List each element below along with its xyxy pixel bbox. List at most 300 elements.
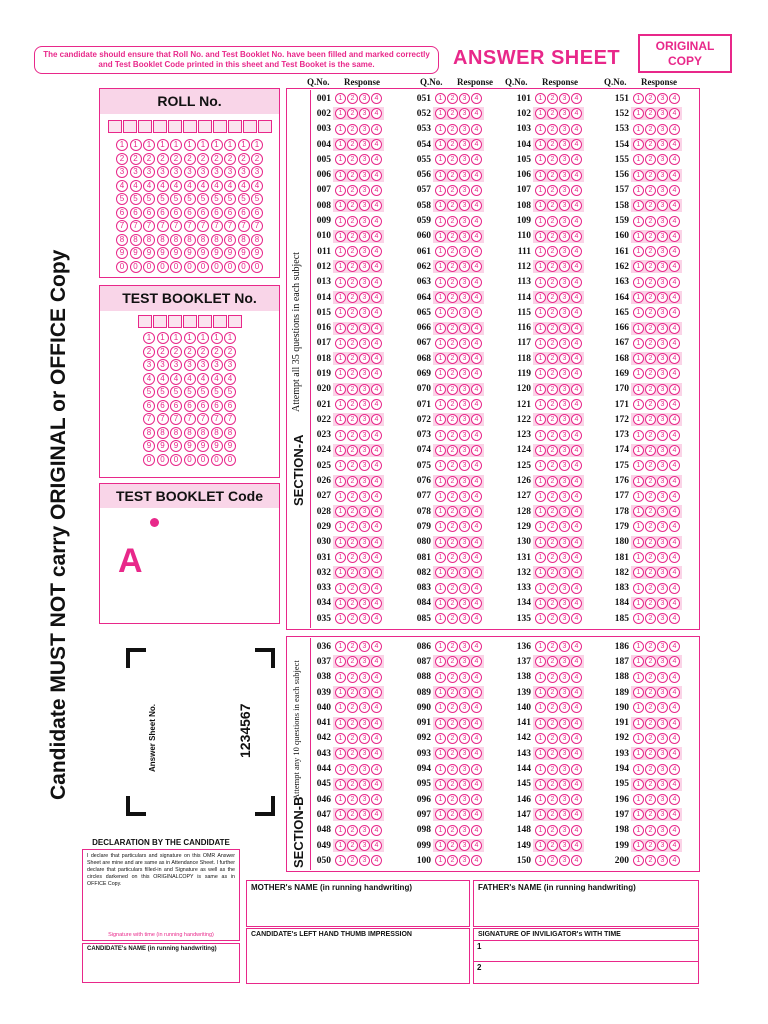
option-bubble[interactable]: 3: [657, 598, 668, 609]
option-bubble[interactable]: 1: [633, 567, 644, 578]
option-bubble[interactable]: 2: [347, 231, 358, 242]
digit-bubble[interactable]: 2: [157, 153, 169, 165]
option-bubble[interactable]: 3: [359, 702, 370, 713]
option-bubble[interactable]: 4: [471, 855, 482, 866]
digit-bubble[interactable]: 7: [251, 220, 263, 232]
option-bubble[interactable]: 2: [347, 825, 358, 836]
digit-bubble[interactable]: 4: [238, 180, 250, 192]
digit-bubble[interactable]: 7: [143, 220, 155, 232]
option-bubble[interactable]: 2: [645, 399, 656, 410]
candidate-name-field[interactable]: CANDIDATE's NAME (in running handwriting): [82, 943, 240, 983]
option-bubble[interactable]: 4: [371, 825, 382, 836]
option-bubble[interactable]: 2: [547, 430, 558, 441]
option-bubble[interactable]: 4: [669, 809, 680, 820]
digit-bubble[interactable]: 3: [238, 166, 250, 178]
digit-bubble[interactable]: 5: [211, 386, 223, 398]
option-bubble[interactable]: 2: [645, 307, 656, 318]
option-bubble[interactable]: 4: [669, 307, 680, 318]
option-bubble[interactable]: 1: [535, 748, 546, 759]
option-bubble[interactable]: 4: [371, 809, 382, 820]
option-bubble[interactable]: 4: [571, 323, 582, 334]
option-bubble[interactable]: 3: [559, 93, 570, 104]
digit-bubble[interactable]: 2: [184, 346, 196, 358]
digit-bubble[interactable]: 1: [143, 139, 155, 151]
option-bubble[interactable]: 2: [645, 733, 656, 744]
digit-bubble[interactable]: 0: [130, 261, 142, 273]
option-bubble[interactable]: 2: [547, 414, 558, 425]
option-bubble[interactable]: 3: [559, 687, 570, 698]
test-booklet-number-bubbles[interactable]: [100, 332, 279, 467]
option-bubble[interactable]: 3: [657, 323, 668, 334]
option-bubble[interactable]: 3: [657, 855, 668, 866]
option-bubble[interactable]: 1: [633, 702, 644, 713]
option-bubble[interactable]: 2: [547, 261, 558, 272]
option-bubble[interactable]: 2: [347, 277, 358, 288]
option-bubble[interactable]: 1: [335, 460, 346, 471]
option-bubble[interactable]: 3: [459, 491, 470, 502]
option-bubble[interactable]: 1: [535, 552, 546, 563]
option-bubble[interactable]: 2: [347, 506, 358, 517]
option-bubble[interactable]: 4: [669, 323, 680, 334]
option-bubble[interactable]: 4: [669, 200, 680, 211]
option-bubble[interactable]: 4: [471, 307, 482, 318]
option-bubble[interactable]: 2: [447, 476, 458, 487]
digit-bubble[interactable]: 0: [211, 261, 223, 273]
option-bubble[interactable]: 2: [347, 384, 358, 395]
digit-bubble[interactable]: 7: [184, 220, 196, 232]
option-bubble[interactable]: 1: [633, 93, 644, 104]
option-bubble[interactable]: 3: [657, 506, 668, 517]
option-bubble[interactable]: 3: [459, 552, 470, 563]
option-bubble[interactable]: 2: [347, 809, 358, 820]
option-bubble[interactable]: 3: [359, 399, 370, 410]
option-bubble[interactable]: 3: [657, 307, 668, 318]
option-bubble[interactable]: 1: [435, 277, 446, 288]
option-bubble[interactable]: 1: [435, 139, 446, 150]
digit-bubble[interactable]: 6: [197, 207, 209, 219]
option-bubble[interactable]: 3: [359, 656, 370, 667]
option-bubble[interactable]: 2: [347, 430, 358, 441]
option-bubble[interactable]: 3: [359, 809, 370, 820]
option-bubble[interactable]: 1: [335, 567, 346, 578]
option-bubble[interactable]: 4: [571, 292, 582, 303]
option-bubble[interactable]: 3: [657, 809, 668, 820]
option-bubble[interactable]: 1: [335, 672, 346, 683]
option-bubble[interactable]: 1: [535, 368, 546, 379]
option-bubble[interactable]: 2: [447, 108, 458, 119]
digit-bubble[interactable]: 1: [211, 139, 223, 151]
option-bubble[interactable]: 2: [447, 170, 458, 181]
digit-bubble[interactable]: 0: [197, 454, 209, 466]
option-bubble[interactable]: 3: [559, 307, 570, 318]
option-bubble[interactable]: 2: [645, 567, 656, 578]
option-bubble[interactable]: 4: [471, 445, 482, 456]
option-bubble[interactable]: 1: [535, 506, 546, 517]
option-bubble[interactable]: 2: [645, 108, 656, 119]
digit-bubble[interactable]: 1: [143, 332, 155, 344]
option-bubble[interactable]: 4: [571, 825, 582, 836]
option-bubble[interactable]: 3: [459, 748, 470, 759]
option-bubble[interactable]: 4: [471, 124, 482, 135]
digit-entry-box[interactable]: [228, 315, 242, 328]
option-bubble[interactable]: 1: [435, 794, 446, 805]
digit-bubble[interactable]: 8: [170, 427, 182, 439]
option-bubble[interactable]: 1: [335, 414, 346, 425]
option-bubble[interactable]: 2: [447, 672, 458, 683]
option-bubble[interactable]: 1: [335, 170, 346, 181]
digit-bubble[interactable]: 9: [197, 440, 209, 452]
option-bubble[interactable]: 3: [657, 491, 668, 502]
option-bubble[interactable]: 4: [371, 476, 382, 487]
option-bubble[interactable]: 1: [633, 748, 644, 759]
option-bubble[interactable]: 2: [347, 93, 358, 104]
option-bubble[interactable]: 1: [633, 537, 644, 548]
digit-bubble[interactable]: 9: [251, 247, 263, 259]
option-bubble[interactable]: 1: [633, 613, 644, 624]
option-bubble[interactable]: 4: [669, 840, 680, 851]
option-bubble[interactable]: 1: [435, 476, 446, 487]
option-bubble[interactable]: 2: [447, 124, 458, 135]
option-bubble[interactable]: 2: [547, 809, 558, 820]
option-bubble[interactable]: 4: [471, 139, 482, 150]
option-bubble[interactable]: 2: [447, 779, 458, 790]
option-bubble[interactable]: 4: [669, 139, 680, 150]
digit-bubble[interactable]: 3: [184, 359, 196, 371]
digit-bubble[interactable]: 0: [211, 454, 223, 466]
option-bubble[interactable]: 2: [547, 246, 558, 257]
option-bubble[interactable]: 2: [347, 460, 358, 471]
option-bubble[interactable]: 1: [535, 430, 546, 441]
option-bubble[interactable]: 1: [535, 641, 546, 652]
digit-entry-box[interactable]: [168, 120, 182, 133]
option-bubble[interactable]: 4: [571, 687, 582, 698]
option-bubble[interactable]: 2: [347, 108, 358, 119]
option-bubble[interactable]: 2: [547, 672, 558, 683]
option-bubble[interactable]: 4: [571, 445, 582, 456]
digit-bubble[interactable]: 1: [211, 332, 223, 344]
option-bubble[interactable]: 3: [657, 445, 668, 456]
digit-bubble[interactable]: 8: [197, 427, 209, 439]
option-bubble[interactable]: 1: [535, 598, 546, 609]
digit-bubble[interactable]: 3: [251, 166, 263, 178]
option-bubble[interactable]: 2: [547, 292, 558, 303]
digit-bubble[interactable]: 3: [130, 166, 142, 178]
option-bubble[interactable]: 3: [657, 231, 668, 242]
digit-bubble[interactable]: 9: [197, 247, 209, 259]
option-bubble[interactable]: 2: [645, 261, 656, 272]
option-bubble[interactable]: 1: [435, 445, 446, 456]
option-bubble[interactable]: 3: [459, 460, 470, 471]
option-bubble[interactable]: 2: [547, 521, 558, 532]
option-bubble[interactable]: 1: [335, 353, 346, 364]
option-bubble[interactable]: 3: [559, 353, 570, 364]
digit-bubble[interactable]: 0: [184, 454, 196, 466]
option-bubble[interactable]: 4: [471, 809, 482, 820]
option-bubble[interactable]: 3: [559, 338, 570, 349]
option-bubble[interactable]: 2: [645, 353, 656, 364]
option-bubble[interactable]: 4: [571, 537, 582, 548]
option-bubble[interactable]: 2: [447, 552, 458, 563]
digit-bubble[interactable]: 1: [184, 332, 196, 344]
option-bubble[interactable]: 1: [335, 277, 346, 288]
digit-bubble[interactable]: 9: [143, 440, 155, 452]
option-bubble[interactable]: 3: [459, 779, 470, 790]
option-bubble[interactable]: 4: [669, 702, 680, 713]
digit-bubble[interactable]: 6: [197, 400, 209, 412]
option-bubble[interactable]: 3: [359, 537, 370, 548]
option-bubble[interactable]: 3: [459, 93, 470, 104]
option-bubble[interactable]: 2: [645, 216, 656, 227]
digit-bubble[interactable]: 3: [157, 166, 169, 178]
option-bubble[interactable]: 4: [669, 567, 680, 578]
option-bubble[interactable]: 2: [645, 338, 656, 349]
option-bubble[interactable]: 2: [645, 185, 656, 196]
option-bubble[interactable]: 3: [459, 445, 470, 456]
option-bubble[interactable]: 1: [435, 641, 446, 652]
option-bubble[interactable]: 4: [471, 537, 482, 548]
option-bubble[interactable]: 2: [447, 261, 458, 272]
option-bubble[interactable]: 2: [547, 779, 558, 790]
option-bubble[interactable]: 3: [559, 185, 570, 196]
option-bubble[interactable]: 1: [633, 338, 644, 349]
option-bubble[interactable]: 2: [645, 613, 656, 624]
option-bubble[interactable]: 4: [669, 246, 680, 257]
option-bubble[interactable]: 4: [669, 687, 680, 698]
option-bubble[interactable]: 2: [447, 430, 458, 441]
option-bubble[interactable]: 2: [447, 567, 458, 578]
option-bubble[interactable]: 4: [371, 231, 382, 242]
digit-entry-box[interactable]: [183, 120, 197, 133]
father-name-field[interactable]: FATHER's NAME (in running handwriting): [473, 880, 699, 927]
option-bubble[interactable]: 1: [435, 718, 446, 729]
digit-bubble[interactable]: 5: [170, 193, 182, 205]
option-bubble[interactable]: 2: [645, 687, 656, 698]
option-bubble[interactable]: 4: [669, 521, 680, 532]
digit-bubble[interactable]: 9: [224, 440, 236, 452]
option-bubble[interactable]: 3: [559, 718, 570, 729]
option-bubble[interactable]: 1: [633, 476, 644, 487]
mother-name-field[interactable]: MOTHER's NAME (in running handwriting): [246, 880, 470, 927]
option-bubble[interactable]: 3: [359, 748, 370, 759]
option-bubble[interactable]: 4: [371, 583, 382, 594]
option-bubble[interactable]: 1: [535, 292, 546, 303]
option-bubble[interactable]: 2: [447, 323, 458, 334]
option-bubble[interactable]: 4: [571, 139, 582, 150]
digit-bubble[interactable]: 4: [197, 180, 209, 192]
digit-bubble[interactable]: 0: [238, 261, 250, 273]
option-bubble[interactable]: 3: [559, 216, 570, 227]
option-bubble[interactable]: 1: [633, 323, 644, 334]
option-bubble[interactable]: 3: [359, 323, 370, 334]
digit-bubble[interactable]: 9: [157, 440, 169, 452]
option-bubble[interactable]: 2: [347, 399, 358, 410]
option-bubble[interactable]: 1: [633, 687, 644, 698]
option-bubble[interactable]: 3: [459, 307, 470, 318]
digit-bubble[interactable]: 4: [143, 373, 155, 385]
option-bubble[interactable]: 3: [359, 108, 370, 119]
option-bubble[interactable]: 4: [669, 552, 680, 563]
option-bubble[interactable]: 4: [371, 216, 382, 227]
option-bubble[interactable]: 4: [371, 292, 382, 303]
option-bubble[interactable]: 4: [371, 338, 382, 349]
option-bubble[interactable]: 2: [347, 687, 358, 698]
option-bubble[interactable]: 2: [645, 840, 656, 851]
option-bubble[interactable]: 3: [559, 656, 570, 667]
digit-bubble[interactable]: 2: [143, 153, 155, 165]
option-bubble[interactable]: 3: [359, 200, 370, 211]
option-bubble[interactable]: 3: [559, 764, 570, 775]
option-bubble[interactable]: 3: [657, 779, 668, 790]
option-bubble[interactable]: 2: [547, 277, 558, 288]
option-bubble[interactable]: 2: [547, 93, 558, 104]
digit-bubble[interactable]: 6: [130, 207, 142, 219]
digit-bubble[interactable]: 3: [197, 166, 209, 178]
option-bubble[interactable]: 3: [657, 154, 668, 165]
option-bubble[interactable]: 2: [447, 445, 458, 456]
option-bubble[interactable]: 4: [371, 261, 382, 272]
option-bubble[interactable]: 4: [669, 537, 680, 548]
digit-bubble[interactable]: 3: [224, 166, 236, 178]
option-bubble[interactable]: 1: [335, 338, 346, 349]
option-bubble[interactable]: 1: [535, 656, 546, 667]
option-bubble[interactable]: 3: [559, 491, 570, 502]
option-bubble[interactable]: 4: [471, 656, 482, 667]
option-bubble[interactable]: 1: [435, 779, 446, 790]
option-bubble[interactable]: 2: [645, 170, 656, 181]
digit-bubble[interactable]: 6: [116, 207, 128, 219]
option-bubble[interactable]: 3: [459, 702, 470, 713]
option-bubble[interactable]: 2: [547, 613, 558, 624]
option-bubble[interactable]: 2: [447, 764, 458, 775]
option-bubble[interactable]: 4: [371, 764, 382, 775]
digit-bubble[interactable]: 8: [143, 427, 155, 439]
digit-bubble[interactable]: 5: [224, 193, 236, 205]
digit-bubble[interactable]: 6: [184, 207, 196, 219]
digit-bubble[interactable]: 1: [197, 139, 209, 151]
option-bubble[interactable]: 2: [645, 598, 656, 609]
option-bubble[interactable]: 2: [447, 598, 458, 609]
option-bubble[interactable]: 3: [459, 414, 470, 425]
digit-bubble[interactable]: 3: [143, 166, 155, 178]
option-bubble[interactable]: 3: [459, 384, 470, 395]
option-bubble[interactable]: 3: [559, 445, 570, 456]
option-bubble[interactable]: 1: [633, 170, 644, 181]
digit-bubble[interactable]: 4: [197, 373, 209, 385]
option-bubble[interactable]: 2: [547, 537, 558, 548]
option-bubble[interactable]: 4: [471, 154, 482, 165]
digit-bubble[interactable]: 2: [130, 153, 142, 165]
digit-bubble[interactable]: 2: [197, 346, 209, 358]
option-bubble[interactable]: 4: [571, 567, 582, 578]
option-bubble[interactable]: 3: [359, 476, 370, 487]
option-bubble[interactable]: 2: [447, 368, 458, 379]
option-bubble[interactable]: 4: [571, 368, 582, 379]
option-bubble[interactable]: 2: [447, 185, 458, 196]
digit-bubble[interactable]: 5: [197, 386, 209, 398]
option-bubble[interactable]: 3: [559, 323, 570, 334]
option-bubble[interactable]: 3: [657, 368, 668, 379]
option-bubble[interactable]: 3: [459, 567, 470, 578]
option-bubble[interactable]: 2: [645, 748, 656, 759]
option-bubble[interactable]: 3: [459, 368, 470, 379]
option-bubble[interactable]: 4: [471, 231, 482, 242]
digit-bubble[interactable]: 1: [130, 139, 142, 151]
option-bubble[interactable]: 4: [669, 93, 680, 104]
option-bubble[interactable]: 2: [645, 93, 656, 104]
option-bubble[interactable]: 1: [535, 794, 546, 805]
digit-entry-box[interactable]: [258, 120, 272, 133]
option-bubble[interactable]: 2: [347, 368, 358, 379]
option-bubble[interactable]: 2: [645, 323, 656, 334]
option-bubble[interactable]: 1: [335, 613, 346, 624]
option-bubble[interactable]: 4: [669, 399, 680, 410]
option-bubble[interactable]: 4: [371, 598, 382, 609]
option-bubble[interactable]: 3: [559, 384, 570, 395]
option-bubble[interactable]: 2: [347, 338, 358, 349]
option-bubble[interactable]: 1: [633, 445, 644, 456]
option-bubble[interactable]: 3: [657, 656, 668, 667]
option-bubble[interactable]: 2: [347, 124, 358, 135]
digit-bubble[interactable]: 8: [238, 234, 250, 246]
option-bubble[interactable]: 1: [535, 185, 546, 196]
option-bubble[interactable]: 4: [669, 292, 680, 303]
option-bubble[interactable]: 2: [347, 537, 358, 548]
option-bubble[interactable]: 1: [535, 323, 546, 334]
option-bubble[interactable]: 3: [459, 399, 470, 410]
option-bubble[interactable]: 3: [559, 794, 570, 805]
option-bubble[interactable]: 1: [335, 733, 346, 744]
digit-entry-box[interactable]: [243, 120, 257, 133]
option-bubble[interactable]: 3: [559, 170, 570, 181]
option-bubble[interactable]: 4: [669, 170, 680, 181]
option-bubble[interactable]: 4: [371, 93, 382, 104]
option-bubble[interactable]: 2: [347, 583, 358, 594]
digit-bubble[interactable]: 2: [251, 153, 263, 165]
option-bubble[interactable]: 1: [335, 641, 346, 652]
digit-bubble[interactable]: 4: [224, 180, 236, 192]
digit-bubble[interactable]: 6: [184, 400, 196, 412]
option-bubble[interactable]: 3: [359, 384, 370, 395]
option-bubble[interactable]: 3: [359, 231, 370, 242]
option-bubble[interactable]: 3: [559, 368, 570, 379]
option-bubble[interactable]: 4: [371, 323, 382, 334]
option-bubble[interactable]: 4: [571, 108, 582, 119]
option-bubble[interactable]: 3: [459, 231, 470, 242]
option-bubble[interactable]: 2: [447, 855, 458, 866]
option-bubble[interactable]: 2: [547, 641, 558, 652]
option-bubble[interactable]: 1: [633, 764, 644, 775]
digit-entry-box[interactable]: [123, 120, 137, 133]
option-bubble[interactable]: 1: [633, 733, 644, 744]
option-bubble[interactable]: 1: [435, 613, 446, 624]
digit-entry-box[interactable]: [108, 120, 122, 133]
option-bubble[interactable]: 1: [535, 216, 546, 227]
option-bubble[interactable]: 1: [335, 521, 346, 532]
option-bubble[interactable]: 1: [435, 216, 446, 227]
digit-bubble[interactable]: 9: [143, 247, 155, 259]
option-bubble[interactable]: 4: [471, 552, 482, 563]
option-bubble[interactable]: 2: [347, 476, 358, 487]
digit-bubble[interactable]: 7: [157, 413, 169, 425]
option-bubble[interactable]: 2: [447, 656, 458, 667]
digit-bubble[interactable]: 7: [211, 220, 223, 232]
option-bubble[interactable]: 4: [669, 231, 680, 242]
option-bubble[interactable]: 1: [335, 430, 346, 441]
option-bubble[interactable]: 3: [459, 641, 470, 652]
option-bubble[interactable]: 1: [633, 124, 644, 135]
option-bubble[interactable]: 3: [559, 702, 570, 713]
option-bubble[interactable]: 3: [359, 583, 370, 594]
